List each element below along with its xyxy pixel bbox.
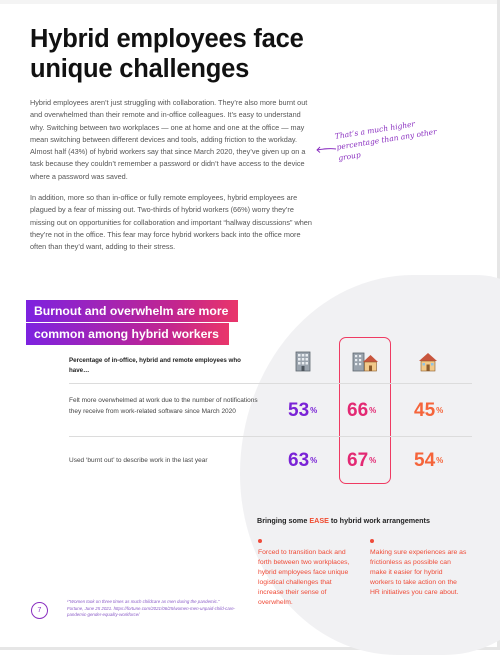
banner-line-2: common among hybrid workers	[26, 323, 229, 345]
stat-hybrid-overwhelmed: 66%	[347, 400, 377, 421]
office-building-icon	[293, 350, 313, 372]
intro-paragraph-1: Hybrid employees aren’t just struggling with collaboration. They’re also more burnt out and overwhelmed than their remote and in-office colleagues. It’s easy to understand why. Switching between two workplaces — one at home and one at the office — may mean switching between different devices and tools, adding friction to the workday. Almost half (43%) of hybrid workers say that since March 2020, they’ve given up on a task because they couldn’t remember a password or didn’t have access to the device where a password was saved.	[30, 98, 308, 181]
bullet-dot-2	[370, 539, 374, 543]
page-number: 7	[31, 602, 48, 619]
handwritten-note: That’s a much higher percentage than any other group	[334, 119, 438, 163]
page-top-edge	[0, 0, 500, 4]
note-arrow-icon	[315, 143, 337, 155]
ease-bullet-1: Forced to transition back and forth between two workplaces, hybrid employees face unique logistical challenges that increase their sense of overwhelm.	[258, 549, 350, 606]
house-icon	[418, 350, 438, 372]
row-label-notifications: Felt more overwhelmed at work due to the number of notifications they receive from work-related software since March 2020	[69, 397, 258, 415]
stat-remote-overwhelmed: 45%	[414, 400, 444, 421]
row-label-burnt-out: Used ‘burnt out’ to describe work in the last year	[69, 457, 208, 464]
banner-line-1: Burnout and overwhelm are more	[26, 300, 238, 322]
stat-hybrid-burnt-out: 67%	[347, 450, 377, 471]
intro-paragraph-2: In addition, more so than in-office or fully remote employees, hybrid employees are plagued by a fear of missing out. Two-thirds of hybrid workers (66%) worry they’re missing out on opportunities for collaboration and important “hallway discussions” when they’re not in the office. This fear may force hybrid workers back into the office more often than they’d want, adding to their stress.	[30, 193, 312, 252]
table-header: Percentage of in-office, hybrid and remote employees who have…	[69, 357, 241, 374]
table-divider-2	[69, 436, 472, 437]
bullet-dot-1	[258, 539, 262, 543]
stat-remote-burnt-out: 54%	[414, 450, 444, 471]
stat-in-office-overwhelmed: 53%	[288, 400, 318, 421]
hybrid-house-building-icon	[351, 350, 379, 372]
table-divider-1	[69, 383, 472, 384]
footnote: ¹“Women took on three times as much childcare as men during the pandemic.” Fortune, June 25 2021. https://fortune.com/2021/06/25/women-men-unpaid-child-care-pandemic-gender-equality-workforce/	[67, 599, 236, 617]
ease-bullet-2: Making sure experiences are as frictionless as possible can make it easier for hybrid workers to take action on the HR initiatives you care about.	[370, 549, 467, 596]
page-title: Hybrid employees face unique challenges	[30, 25, 304, 83]
ease-section-title: Bringing some EASE to hybrid work arrangements	[257, 516, 430, 525]
ease-emphasis: EASE	[309, 516, 329, 525]
stat-in-office-burnt-out: 63%	[288, 450, 318, 471]
